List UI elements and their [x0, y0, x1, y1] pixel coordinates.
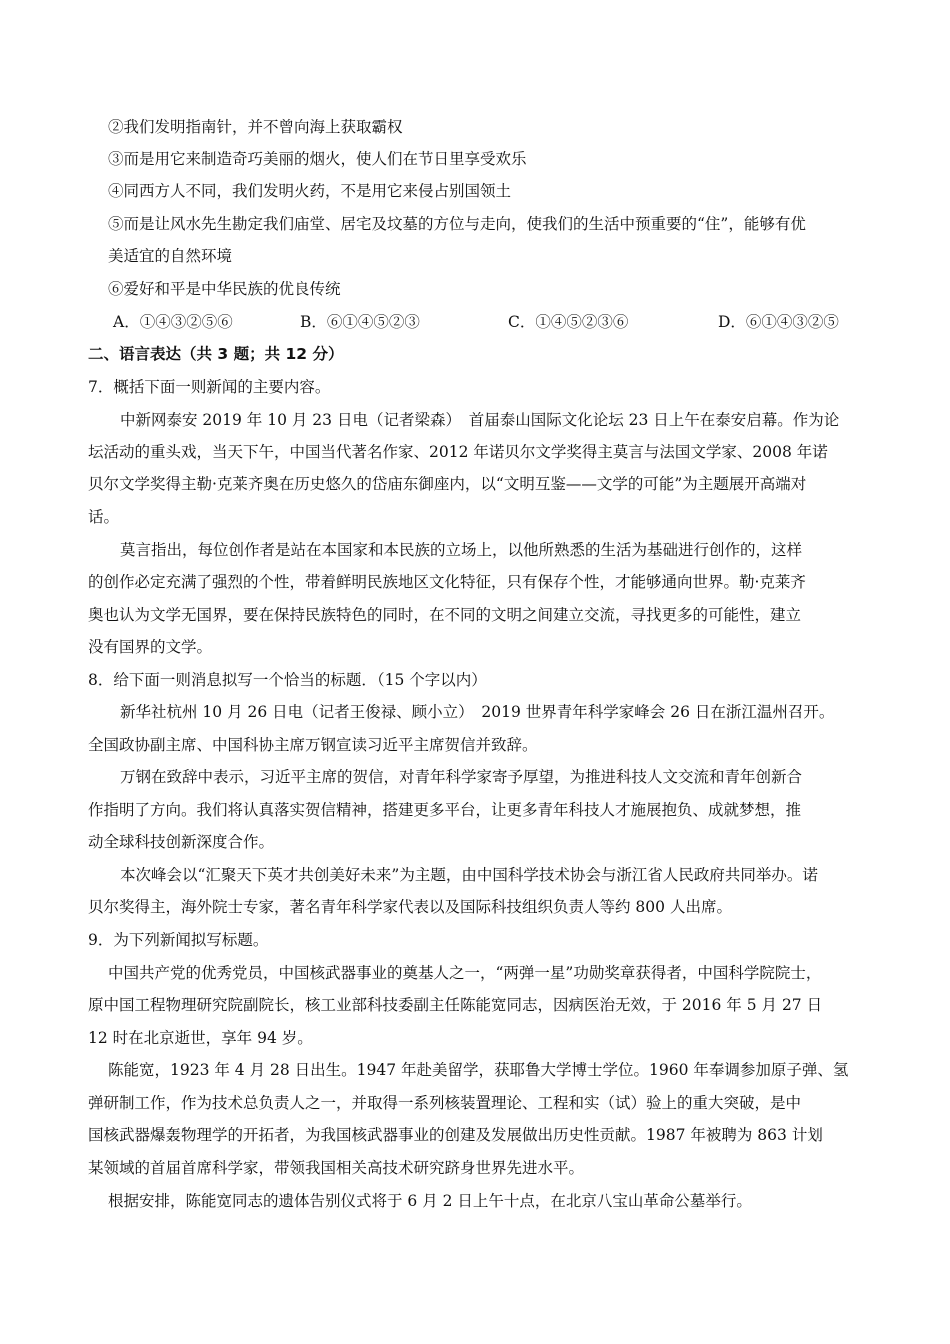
q9-p2-line: 陈能宽，1923 年 4 月 28 日出生。1947 年赴美留学，获耶鲁大学博士学位。1960 年奉调参加原子弹、氢 — [108, 1061, 849, 1079]
q9-p1-line: 中国共产党的优秀党员，中国核武器事业的奠基人之一，“两弹一星”功勋奖章获得者，中国科学院院士， — [108, 964, 822, 982]
q8-p2-line: 万钢在致辞中表示，习近平主席的贺信，对青年科学家寄予厚望，为推进科技人文交流和青年创新合 — [120, 768, 803, 786]
q8-p2-line: 作指明了方向。我们将认真落实贺信精神，搭建更多平台，让更多青年科技人才施展抱负、成就梦想，推 — [88, 801, 802, 819]
q8-p1-line: 全国政协副主席、中国科协主席万钢宣读习近平主席贺信并致辞。 — [88, 736, 538, 754]
q7-p2-line: 的创作必定充满了强烈的个性，带着鲜明民族地区文化特征，只有保存个性，才能够通向世界。勒·克莱齐 — [88, 573, 806, 591]
q8-p2-line: 动全球科技创新深度合作。 — [88, 833, 275, 851]
option-a: A．①④③②⑤⑥ — [113, 313, 233, 331]
q7-p2-line: 莫言指出，每位创作者是站在本国家和本民族的立场上，以他所熟悉的生活为基础进行创作的，这样 — [120, 541, 803, 559]
option-c: C．①④⑤②③⑥ — [508, 313, 629, 331]
q7-p2-line: 没有国界的文学。 — [88, 638, 213, 656]
q8-p1-line: 新华社杭州 10 月 26 日电（记者王俊禄、顾小立） 2019 世界青年科学家峰会 26 日在浙江温州召开。 — [120, 703, 835, 721]
q7-p1-line: 话。 — [88, 508, 120, 526]
q9-p1-line: 原中国工程物理研究院副院长，核工业部科技委副主任陈能宽同志，因病医治无效，于 2016 年 5 月 27 日 — [88, 996, 823, 1014]
q6-sentence-5-cont: 美适宜的自然环境 — [108, 247, 233, 265]
q9-p2-line: 弹研制工作，作为技术总负责人之一，并取得一系列核装置理论、工程和实（试）验上的重大突破，是中 — [88, 1094, 802, 1112]
q9-p1-line: 12 时在北京逝世，享年 94 岁。 — [88, 1029, 313, 1047]
q7-p1-line: 贝尔文学奖得主勒·克莱齐奥在历史悠久的岱庙东御座内，以“文明互鉴——文学的可能”为主题展开高端对 — [88, 475, 807, 493]
q8-p3-line: 本次峰会以“汇聚天下英才共创美好未来”为主题，由中国科学技术协会与浙江省人民政府共同举办。诺 — [120, 866, 818, 884]
q6-sentence-2: ②我们发明指南针，并不曾向海上获取霸权 — [108, 118, 403, 136]
q7-p1-line: 中新网泰安 2019 年 10 月 23 日电（记者梁森） 首届泰山国际文化论坛 23 日上午在泰安启幕。作为论 — [120, 411, 840, 429]
q7-question: 7．概括下面一则新闻的主要内容。 — [88, 378, 331, 396]
q6-sentence-3: ③而是用它来制造奇巧美丽的烟火，使人们在节日里享受欢乐 — [108, 150, 527, 168]
q9-p3-line: 根据安排，陈能宽同志的遗体告别仪式将于 6 月 2 日上午十点，在北京八宝山革命公墓举行。 — [108, 1192, 752, 1210]
q6-sentence-6: ⑥爱好和平是中华民族的优良传统 — [108, 280, 341, 298]
q6-sentence-5: ⑤而是让风水先生勘定我们庙堂、居宅及坟墓的方位与走向，使我们的生活中预重要的“住”，能够有优 — [108, 215, 806, 233]
q7-p2-line: 奥也认为文学无国界，要在保持民族特色的同时，在不同的文明之间建立交流，寻找更多的可能性，建立 — [88, 606, 802, 624]
q8-question: 8．给下面一则消息拟写一个恰当的标题．（15 个字以内） — [88, 671, 487, 689]
option-d: D．⑥①④③②⑤ — [718, 313, 839, 331]
section-heading: 二、语言表达（共 3 题；共 12 分） — [88, 345, 344, 363]
q9-p2-line: 国核武器爆轰物理学的开拓者，为我国核武器事业的创建及发展做出历史性贡献。1987 年被聘为 863 计划 — [88, 1126, 823, 1144]
q8-p3-line: 贝尔奖得主，海外院士专家，著名青年科学家代表以及国际科技组织负责人等约 800 人出席。 — [88, 898, 732, 916]
option-b: B．⑥①④⑤②③ — [300, 313, 420, 331]
q9-p2-line: 某领域的首届首席科学家，带领我国相关高技术研究跻身世界先进水平。 — [88, 1159, 585, 1177]
q6-sentence-4: ④同西方人不同，我们发明火药，不是用它来侵占别国领土 — [108, 182, 512, 200]
q7-p1-line: 坛活动的重头戏，当天下午，中国当代著名作家、2012 年诺贝尔文学奖得主莫言与法国文学家、2008 年诺 — [88, 443, 828, 461]
q9-question: 9．为下列新闻拟写标题。 — [88, 931, 269, 949]
